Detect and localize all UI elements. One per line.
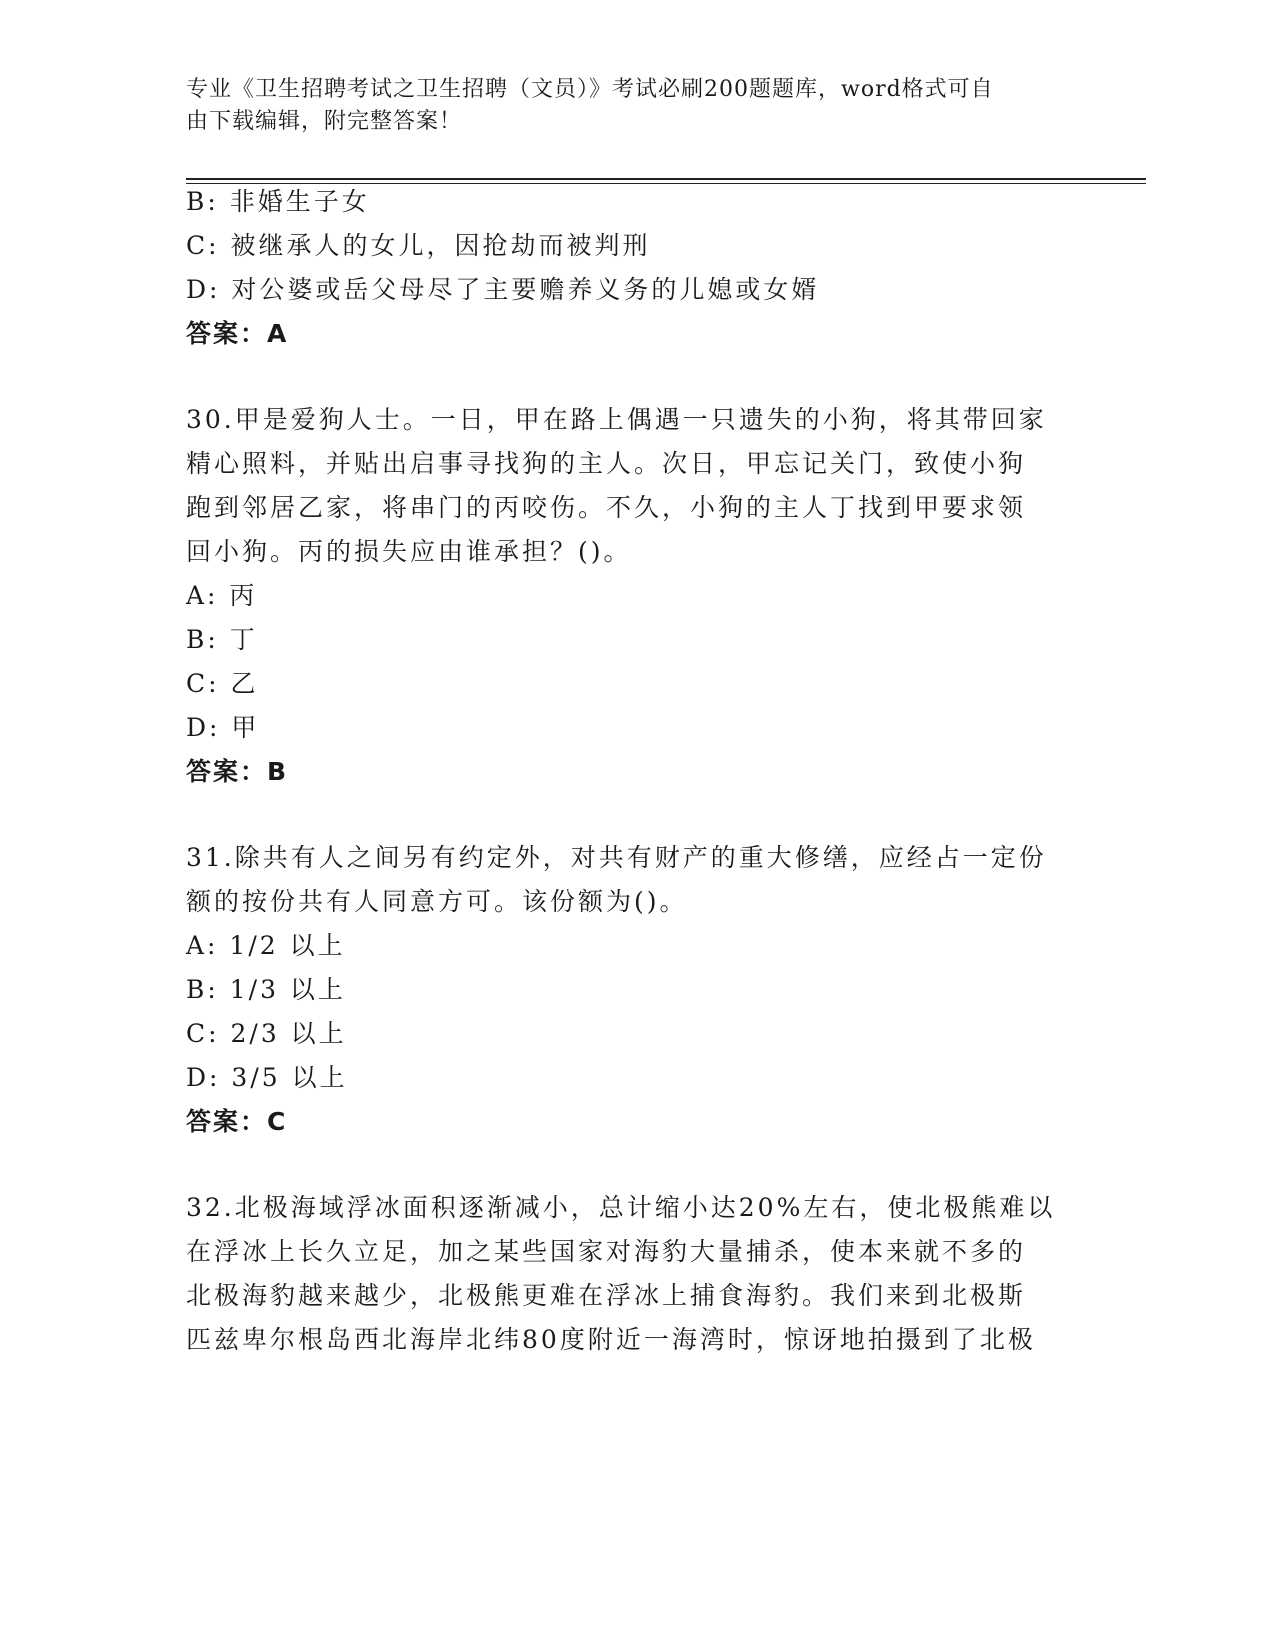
answer-label: 答案：C xyxy=(186,1107,288,1136)
question-30-stem-line: 回小狗。丙的损失应由谁承担？()。 xyxy=(186,537,632,566)
option-a: A: 丙 xyxy=(186,581,258,610)
option-d: D: 甲 xyxy=(186,713,260,742)
option-a: A: 1/2 以上 xyxy=(186,931,346,960)
option-c: C: 乙 xyxy=(186,669,259,698)
option-b: B: 1/3 以上 xyxy=(186,975,346,1004)
option-d: D: 3/5 以上 xyxy=(186,1063,348,1092)
option-c: C: 被继承人的女儿，因抢劫而被判刑 xyxy=(186,231,651,260)
question-30-stem-line: 30.甲是爱狗人士。一日，甲在路上偶遇一只遗失的小狗，将其带回家 xyxy=(186,405,1047,434)
header-line-2: 由下载编辑，附完整答案！ xyxy=(186,109,463,134)
question-30-stem-line: 跑到邻居乙家，将串门的丙咬伤。不久，小狗的主人丁找到甲要求领 xyxy=(186,493,1027,522)
question-32-stem-line: 在浮冰上长久立足，加之某些国家对海豹大量捕杀，使本来就不多的 xyxy=(186,1237,1027,1266)
option-c: C: 2/3 以上 xyxy=(186,1019,347,1048)
answer-label: 答案：A xyxy=(186,319,289,348)
option-b: B: 丁 xyxy=(186,625,258,654)
question-32-stem-line: 北极海豹越来越少，北极熊更难在浮冰上捕食海豹。我们来到北极斯 xyxy=(186,1281,1027,1310)
question-31-stem-line: 31.除共有人之间另有约定外，对共有财产的重大修缮，应经占一定份 xyxy=(186,843,1047,872)
option-b: B: 非婚生子女 xyxy=(186,187,370,216)
answer-label: 答案：B xyxy=(186,757,289,786)
page-header xyxy=(186,74,1066,138)
header-divider-thin xyxy=(186,183,1146,184)
header-line-1: 专业《卫生招聘考试之卫生招聘（文员）》考试必刷200题题库，word格式可自 xyxy=(186,77,994,102)
header-divider-thick xyxy=(186,178,1146,180)
question-30-stem-line: 精心照料，并贴出启事寻找狗的主人。次日，甲忘记关门，致使小狗 xyxy=(186,449,1027,478)
question-32-stem-line: 匹兹卑尔根岛西北海岸北纬80度附近一海湾时，惊讶地拍摄到了北极 xyxy=(186,1325,1036,1354)
question-32-stem-line: 32.北极海域浮冰面积逐渐减小，总计缩小达20%左右，使北极熊难以 xyxy=(186,1193,1056,1222)
question-31-stem-line: 额的按份共有人同意方可。该份额为()。 xyxy=(186,887,688,916)
option-d: D: 对公婆或岳父母尽了主要赡养义务的儿媳或女婿 xyxy=(186,275,820,304)
